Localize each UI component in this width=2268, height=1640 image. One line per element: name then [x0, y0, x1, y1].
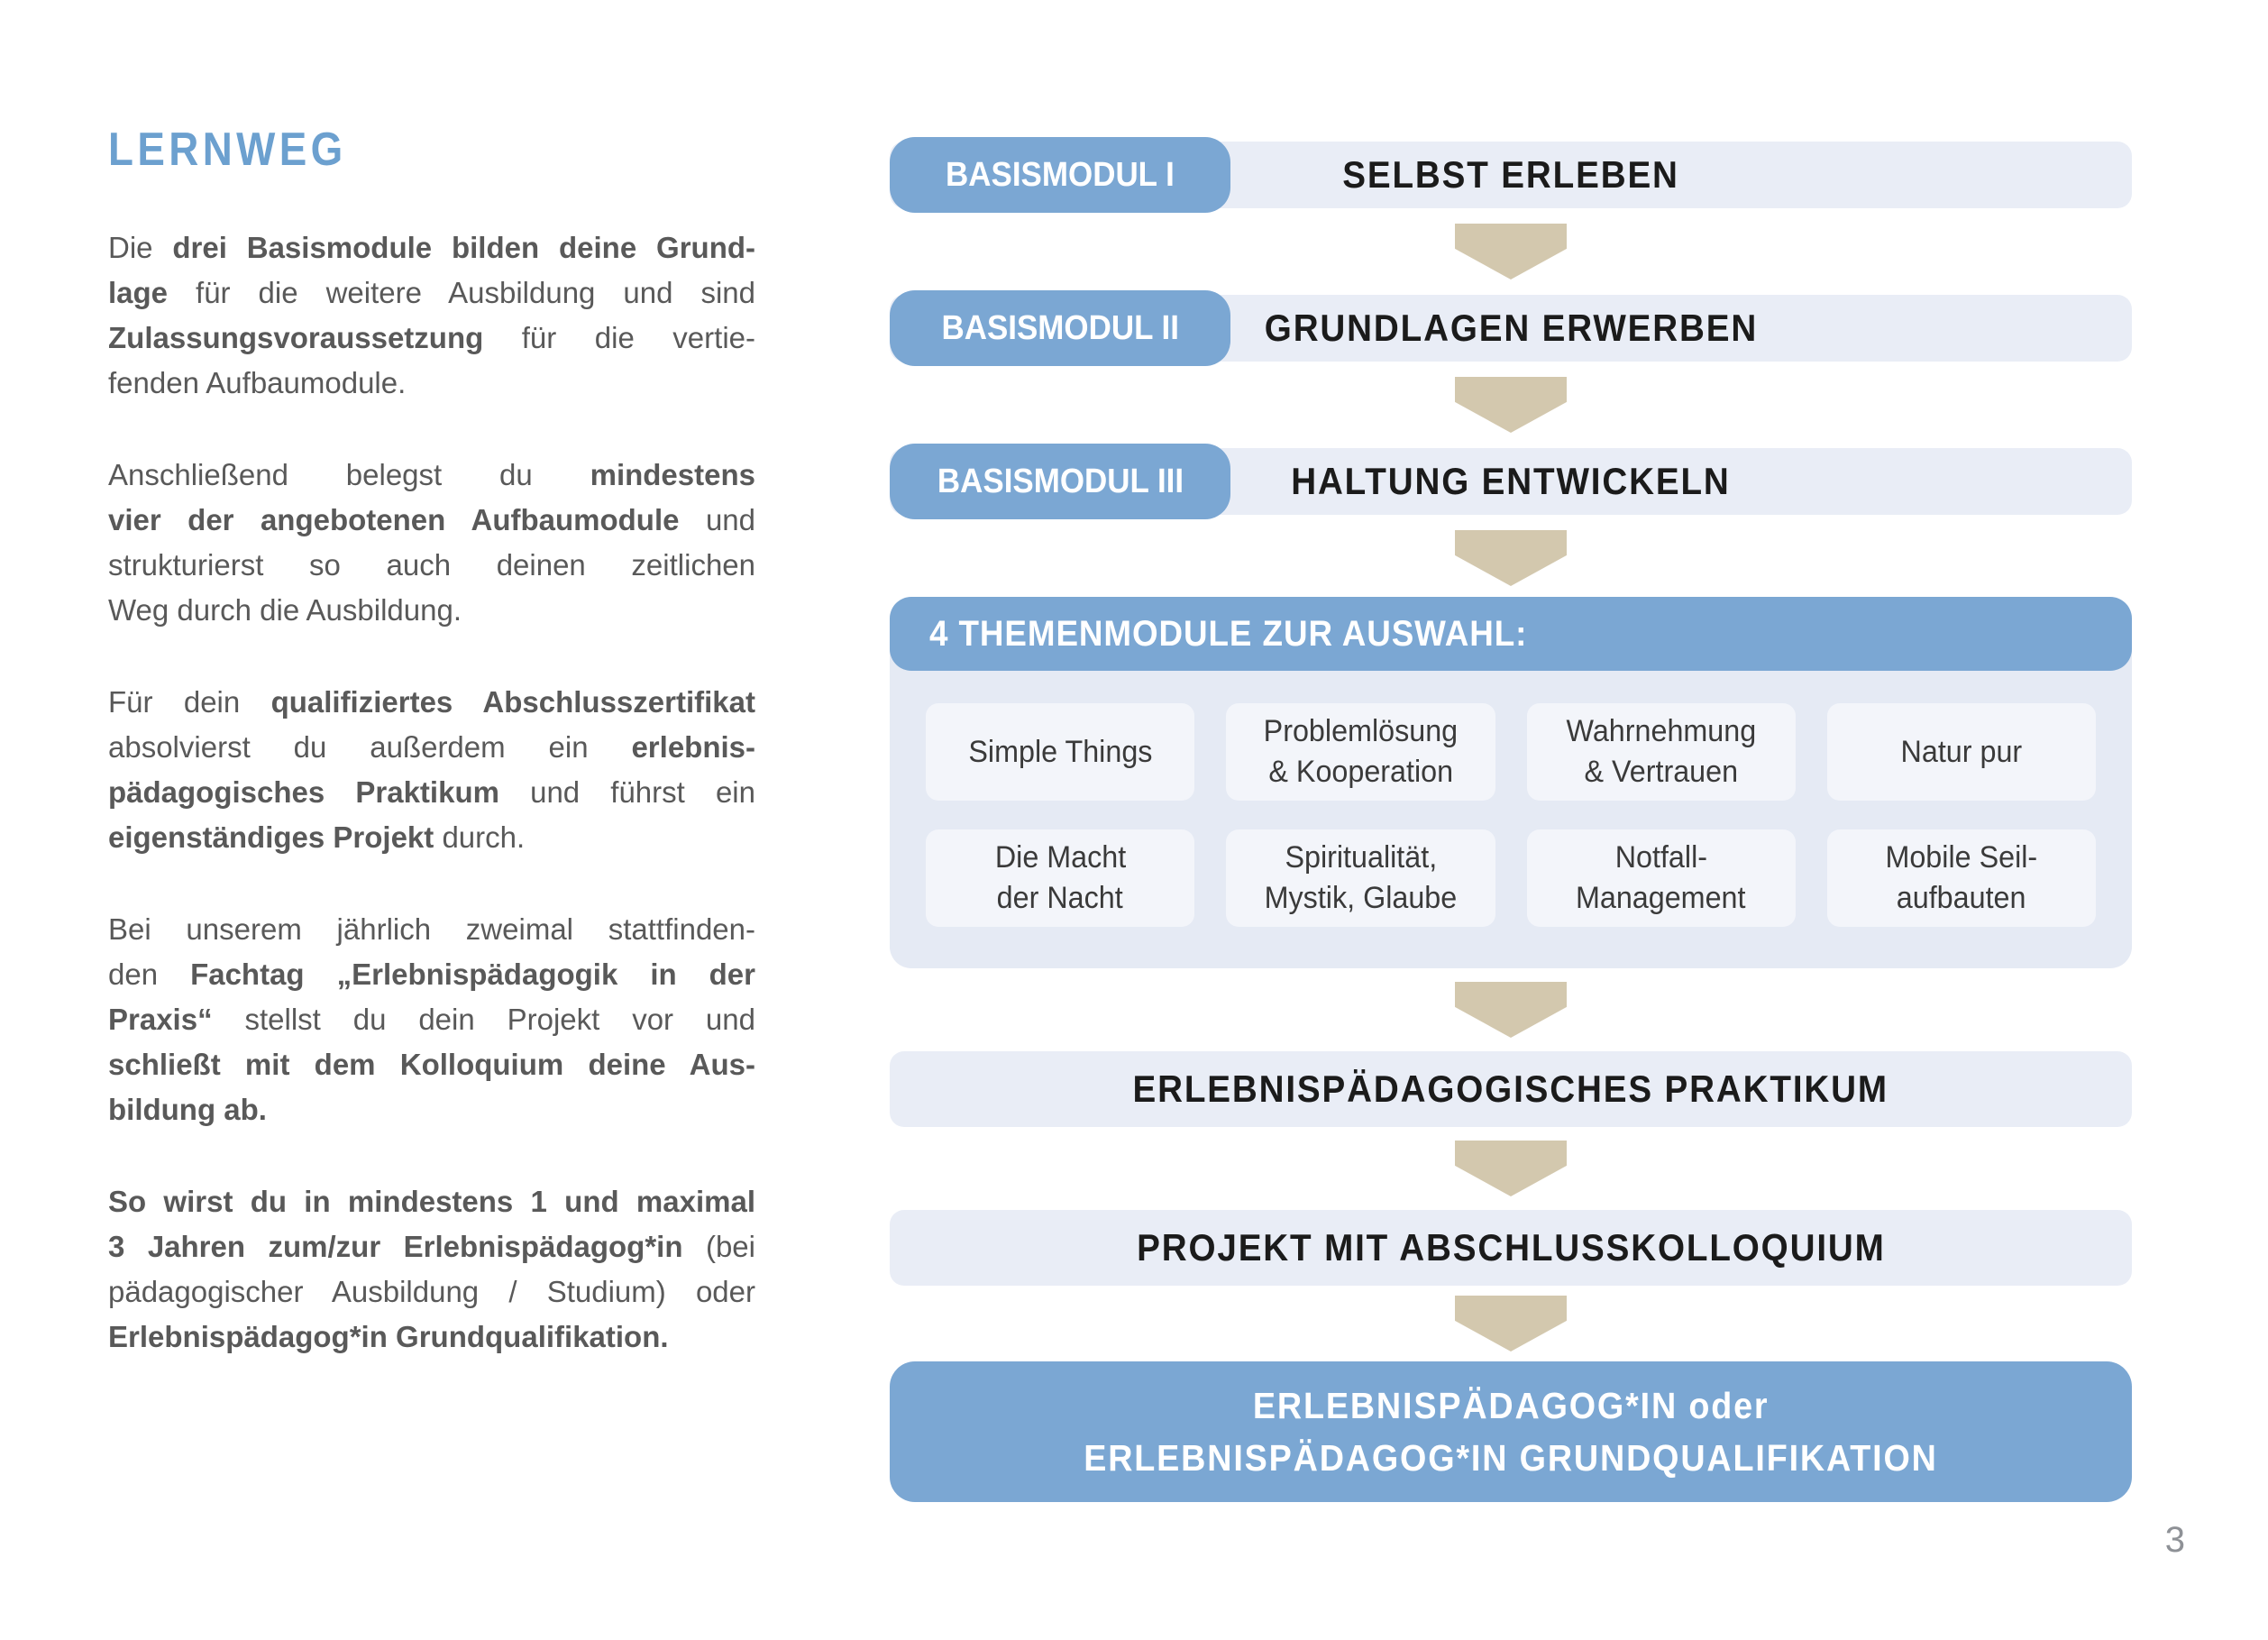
module-title-label: SELBST ERLEBEN	[1342, 153, 1679, 196]
module-title	[890, 137, 2132, 213]
step-label: PROJEKT MIT ABSCHLUSSKOLLOQUIUM	[1136, 1226, 1886, 1269]
body-paragraph	[108, 680, 755, 860]
text-line: pädagogischer Ausbildung / Studium) oder	[108, 1275, 755, 1308]
text-line: So wirst du in mindestens 1 und maximal	[108, 1185, 755, 1218]
flow-connector	[890, 1127, 2132, 1210]
step-label: ERLEBNISPÄDAGOGISCHES PRAKTIKUM	[1132, 1067, 1889, 1110]
theme-module-card	[1827, 829, 2096, 927]
flow-arrow-down-icon	[1455, 224, 1567, 279]
module-title	[890, 290, 2132, 366]
flow-final-qualification	[890, 1361, 2132, 1502]
final-qualification-line: ERLEBNISPÄDAGOG*IN GRUNDQUALIFIKATION	[1084, 1437, 1938, 1479]
module-title-label: GRUNDLAGEN ERWERBEN	[1264, 307, 1758, 349]
flow-arrow-down-icon	[1455, 1296, 1567, 1351]
module-badge-label: BASISMODUL I	[946, 155, 1175, 194]
flow-arrow-down-icon	[1455, 530, 1567, 586]
theme-module-label: aufbauten	[1897, 881, 2026, 915]
body-paragraph	[108, 1179, 755, 1360]
flow-step-basismodul-2	[890, 290, 2132, 366]
theme-module-label: & Vertrauen	[1584, 755, 1738, 789]
flow-step-projekt	[890, 1210, 2132, 1286]
flow-arrow-down-icon	[1455, 982, 1567, 1038]
theme-module-label: Die Macht	[994, 840, 1126, 875]
text-line: 3 Jahren zum/zur Erlebnispädagog*in (bei	[108, 1230, 755, 1263]
flow-connector	[890, 968, 2132, 1051]
module-title-label: HALTUNG ENTWICKELN	[1291, 460, 1731, 502]
theme-module-card	[1226, 703, 1495, 801]
theme-modules-panel	[890, 597, 2132, 968]
text-line: Weg durch die Ausbildung.	[108, 593, 462, 627]
text-line: absolvierst du außerdem ein erlebnis-	[108, 730, 755, 764]
text-line: Erlebnispädagog*in Grundqualifikation.	[108, 1320, 669, 1353]
body-paragraph	[108, 225, 755, 406]
flow-step-basismodul-1	[890, 137, 2132, 213]
theme-module-label: Natur pur	[1900, 734, 2023, 769]
theme-module-card	[1527, 703, 1796, 801]
text-line: Für dein qualifiziertes Abschlusszertifikat	[108, 685, 755, 719]
body-paragraph	[108, 453, 755, 633]
text-line: Praxis“ stellst du dein Projekt vor und	[108, 1003, 755, 1036]
text-line: lage für die weitere Ausbildung und sind	[108, 276, 755, 309]
flow-connector	[890, 213, 2132, 290]
text-line: pädagogisches Praktikum und führst ein	[108, 775, 755, 809]
flow-step-praktikum	[890, 1051, 2132, 1127]
module-title	[890, 444, 2132, 519]
theme-module-card	[926, 829, 1194, 927]
body-paragraph	[108, 907, 755, 1132]
theme-module-label: Management	[1576, 881, 1746, 915]
theme-module-card	[1827, 703, 2096, 801]
flow-connector	[890, 519, 2132, 597]
text-line: Bei unserem jährlich zweimal stattfinden-	[108, 912, 755, 946]
theme-module-label: Problemlösung	[1263, 714, 1459, 748]
theme-module-label: & Kooperation	[1268, 755, 1453, 789]
theme-module-label: Mobile Seil-	[1885, 840, 2038, 875]
flow-step-basismodul-3	[890, 444, 2132, 519]
text-line: Die drei Basismodule bilden deine Grund-	[108, 231, 756, 264]
text-line: fenden Aufbaumodule.	[108, 366, 407, 399]
module-badge-label: BASISMODUL III	[937, 462, 1184, 500]
theme-module-label: Notfall-	[1614, 840, 1707, 875]
flow-connector	[890, 366, 2132, 444]
text-line: den Fachtag „Erlebnispädagogik in der	[108, 957, 755, 991]
text-line: strukturierst so auch deinen zeitlichen	[108, 548, 755, 582]
text-line: Anschließend belegst du mindestens	[108, 458, 755, 491]
text-line: eigenständiges Projekt durch.	[108, 820, 526, 854]
text-line: schließt mit dem Kolloquium deine Aus-	[108, 1048, 755, 1081]
text-line: Zulassungsvoraussetzung für die vertie-	[108, 321, 755, 354]
theme-module-label: Wahrnehmung	[1566, 714, 1756, 748]
text-line: bildung ab.	[108, 1093, 267, 1126]
flow-arrow-down-icon	[1455, 1141, 1567, 1196]
module-badge-label: BASISMODUL II	[941, 308, 1179, 347]
page-title: LERNWEG	[108, 124, 347, 176]
intro-paragraphs	[108, 225, 755, 1360]
learning-path-diagram	[890, 137, 2132, 1502]
intro-column	[108, 124, 755, 1360]
theme-module-card	[926, 703, 1194, 801]
theme-module-label: Spiritualität,	[1284, 840, 1437, 875]
theme-module-card	[1226, 829, 1495, 927]
flow-connector	[890, 1286, 2132, 1361]
theme-module-card	[1527, 829, 1796, 927]
flow-arrow-down-icon	[1455, 377, 1567, 433]
theme-modules-grid	[890, 671, 2132, 968]
final-qualification-line: ERLEBNISPÄDAGOG*IN oder	[1252, 1385, 1770, 1426]
page-number: 3	[2164, 1520, 2185, 1560]
text-line: vier der angebotenen Aufbaumodule und	[108, 503, 755, 536]
theme-modules-header	[890, 597, 2132, 671]
theme-module-label: Simple Things	[968, 734, 1153, 769]
theme-module-label: der Nacht	[997, 881, 1124, 915]
theme-module-label: Mystik, Glaube	[1264, 881, 1458, 915]
theme-modules-header-label: 4 THEMENMODULE ZUR AUSWAHL:	[929, 613, 1528, 654]
